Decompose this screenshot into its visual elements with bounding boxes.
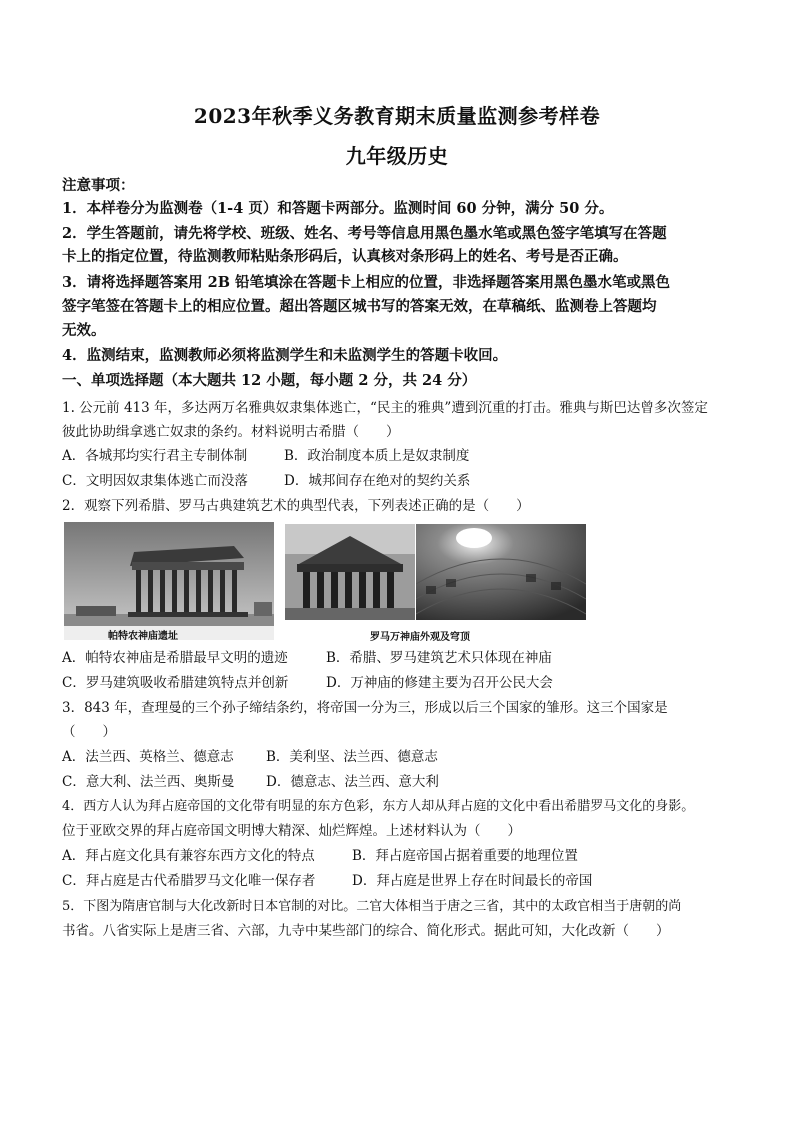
q3-option-d: D．德意志、法兰西、意大利 — [266, 774, 439, 790]
question-1-stem: 1. 公元前 413 年，多达两万名雅典奴隶集体逃亡，“民主的雅典”遭到沉重的打击。雅典与斯巴达曾多次签定 — [62, 400, 708, 416]
question-4-stem: 4．西方人认为拜占庭帝国的文化带有明显的东方色彩，东方人却从拜占庭的文化中看出希腊罗马文化的身影。 — [62, 799, 695, 814]
parthenon-caption: 帕特农神庙遗址 — [108, 631, 178, 642]
question-5-stem: 书省。八省实际上是唐三省、六部，九寺中某些部门的综合、简化形式。据此可知，大化改新（ ） — [62, 923, 670, 939]
pantheon-caption: 罗马万神庙外观及穹顶 — [370, 632, 470, 643]
q4-option-d: D．拜占庭是世界上存在时间最长的帝国 — [352, 873, 593, 889]
pantheon-dome-photo — [416, 524, 586, 620]
notice-line: 卡上的指定位置，待监测教师粘贴条形码后，认真核对条形码上的姓名、考号是否正确。 — [62, 248, 628, 265]
q1-option-a: A．各城邦均实行君主专制体制 — [62, 448, 248, 464]
q4-option-b: B．拜占庭帝国占据着重要的地理位置 — [352, 848, 578, 864]
notice-heading: 注意事项： — [62, 177, 135, 194]
question-2-stem: 2．观察下列希腊、罗马古典建筑艺术的典型代表，下列表述正确的是（ ） — [62, 498, 530, 514]
question-3-stem: 3．843 年，查理曼的三个孙子缔结条约，将帝国一分为三，形成以后三个国家的雏形。这三个国家是 — [62, 700, 668, 716]
q2-option-c: C．罗马建筑吸收希腊建筑特点并创新 — [62, 675, 289, 691]
q4-option-c: C．拜占庭是古代希腊罗马文化唯一保存者 — [62, 873, 316, 889]
question-3-stem: （ ） — [62, 724, 116, 740]
section-heading: 一、单项选择题（本大题共 12 小题，每小题 2 分，共 24 分） — [62, 372, 477, 389]
notice-line: 无效。 — [62, 322, 106, 339]
exam-title: 2023年秋季义务教育期末质量监测参考样卷 — [193, 104, 601, 128]
notice-line: 2．学生答题前，请先将学校、班级、姓名、考号等信息用黑色墨水笔或黑色签字笔填写在答题 — [62, 225, 667, 242]
notice-line: 4．监测结束，监测教师必须将监测学生和未监测学生的答题卡收回。 — [62, 347, 508, 364]
q2-option-a: A．帕特农神庙是希腊最早文明的遗迹 — [62, 650, 288, 666]
exam-subtitle: 九年级历史 — [345, 144, 449, 168]
q3-option-c: C．意大利、法兰西、奥斯曼 — [62, 774, 235, 790]
q3-option-a: A．法兰西、英格兰、德意志 — [62, 749, 234, 765]
q3-option-b: B．美利坚、法兰西、德意志 — [266, 749, 438, 765]
notice-line: 签字笔签在答题卡上的相应位置。超出答题区城书写的答案无效，在草稿纸、监测卷上答题均 — [62, 298, 657, 315]
pantheon-exterior-photo — [285, 524, 415, 620]
q1-option-c: C．文明因奴隶集体逃亡而没落 — [62, 473, 248, 489]
question-1-stem: 彼此协助缉拿逃亡奴隶的条约。材料说明古希腊（ ） — [62, 424, 400, 440]
parthenon-photo — [64, 522, 274, 640]
q4-option-a: A．拜占庭文化具有兼容东西方文化的特点 — [62, 848, 315, 864]
q1-option-b: B．政治制度本质上是奴隶制度 — [284, 448, 470, 464]
q2-option-b: B．希腊、罗马建筑艺术只体现在神庙 — [326, 650, 552, 666]
notice-line: 3．请将选择题答案用 2B 铅笔填涂在答题卡上相应的位置，非选择题答案用黑色墨水笔或黑色 — [62, 274, 671, 291]
question-4-stem: 位于亚欧交界的拜占庭帝国文明博大精深、灿烂辉煌。上述材料认为（ ） — [62, 823, 521, 839]
notice-line: 1．本样卷分为监测卷（1-4 页）和答题卡两部分。监测时间 60 分钟，满分 50 分。 — [62, 200, 614, 217]
question-5-stem: 5．下图为隋唐官制与大化改新时日本官制的对比。二官大体相当于唐之三省，其中的太政官相当于唐朝的尚 — [62, 899, 682, 914]
q2-option-d: D．万神庙的修建主要为召开公民大会 — [326, 675, 553, 691]
q1-option-d: D．城邦间存在绝对的契约关系 — [284, 473, 471, 489]
